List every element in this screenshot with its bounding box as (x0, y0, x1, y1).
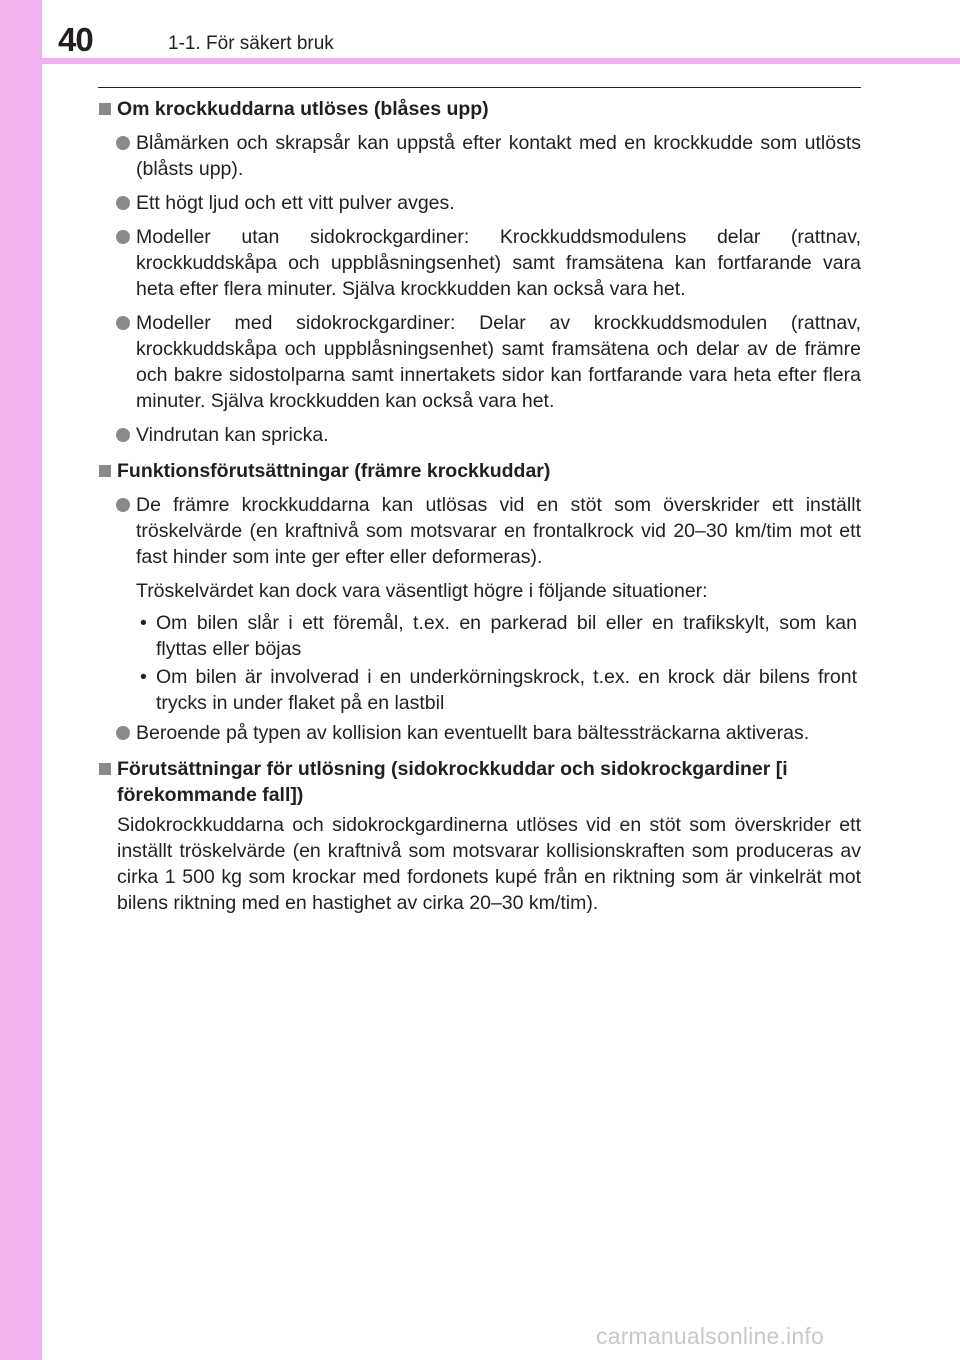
circle-bullet-icon (116, 196, 130, 210)
section-heading: Funktionsförutsättningar (främre krockkuddar) (98, 458, 861, 484)
list-item: Modeller utan sidokrockgardiner: Krockkuddsmodulens delar (rattnav, krockkuddskåpa och uppblåsningsenhet) samt framsätena kan fortfarande vara heta efter flera minuter. Själva krockkudden kan också vara het. (98, 224, 861, 302)
list-item: Beroende på typen av kollision kan eventuellt bara bältessträckarna aktiveras. (98, 720, 861, 746)
list-item: De främre krockkuddarna kan utlösas vid en stöt som överskrider ett inställt tröskelvärde (en kraftnivå som motsvarar en frontalkrock vid 20–30 km/tim mot ett fast hinder som inte ger efter eller deformeras). (98, 492, 861, 570)
header-rule (98, 87, 861, 88)
circle-bullet-icon (116, 726, 130, 740)
circle-bullet-icon (116, 230, 130, 244)
watermark: carmanualsonline.info (596, 1323, 824, 1349)
list-item: Modeller med sidokrockgardiner: Delar av krockkuddsmodulen (rattnav, krockkuddskåpa och uppblåsningsenhet) samt framsätena och delar av de främre och bakre sidostolparna samt innertakets sidor kan fortfarande vara heta efter flera minuter. Själva krockkudden kan också vara het. (98, 310, 861, 414)
circle-bullet-icon (116, 428, 130, 442)
sub-list-item: • Om bilen är involverad i en underkörningskrock, t.ex. en krock där bilens front trycks in under flaket på en lastbil (140, 666, 857, 714)
list-item: Ett högt ljud och ett vitt pulver avges. (98, 190, 861, 216)
paragraph: Sidokrockkuddarna och sidokrockgardinerna utlöses vid en stöt som överskrider ett inställt tröskelvärde (en kraftnivå som motsvarar kollisionskraften som produceras av cirka 1 500 kg som krockar med fordonets kupé från en riktning som är vinkelrät mot bilens riktning med en hastighet av cirka 20–30 km/tim). (117, 814, 861, 914)
section-heading: Förutsättningar för utlösning (sidokrockkuddar och sidokrockgardiner [i förekommande fall]) (98, 756, 861, 808)
list-item: Vindrutan kan spricka. (98, 422, 861, 448)
square-bullet-icon (99, 103, 111, 115)
circle-bullet-icon (116, 136, 130, 150)
circle-bullet-icon (116, 316, 130, 330)
list-item: Blåmärken och skrapsår kan uppstå efter kontakt med en krockkudde som utlösts (blåsts upp). (98, 130, 861, 182)
square-bullet-icon (99, 465, 111, 477)
paragraph: Tröskelvärdet kan dock vara väsentligt högre i följande situationer: (136, 580, 708, 602)
dot-bullet: • (140, 666, 147, 688)
circle-bullet-icon (116, 498, 130, 512)
sub-list-item: • Om bilen slår i ett föremål, t.ex. en parkerad bil eller en trafikskylt, som kan flyttas eller böjas (140, 612, 857, 660)
page-content (98, 96, 861, 916)
dot-bullet: • (140, 612, 147, 634)
chapter-title: 1-1. För säkert bruk (168, 33, 334, 54)
page-number: 40 (58, 21, 93, 58)
square-bullet-icon (99, 763, 111, 775)
side-color-band (0, 0, 42, 1360)
section-heading: Om krockkuddarna utlöses (blåses upp) (98, 96, 861, 122)
